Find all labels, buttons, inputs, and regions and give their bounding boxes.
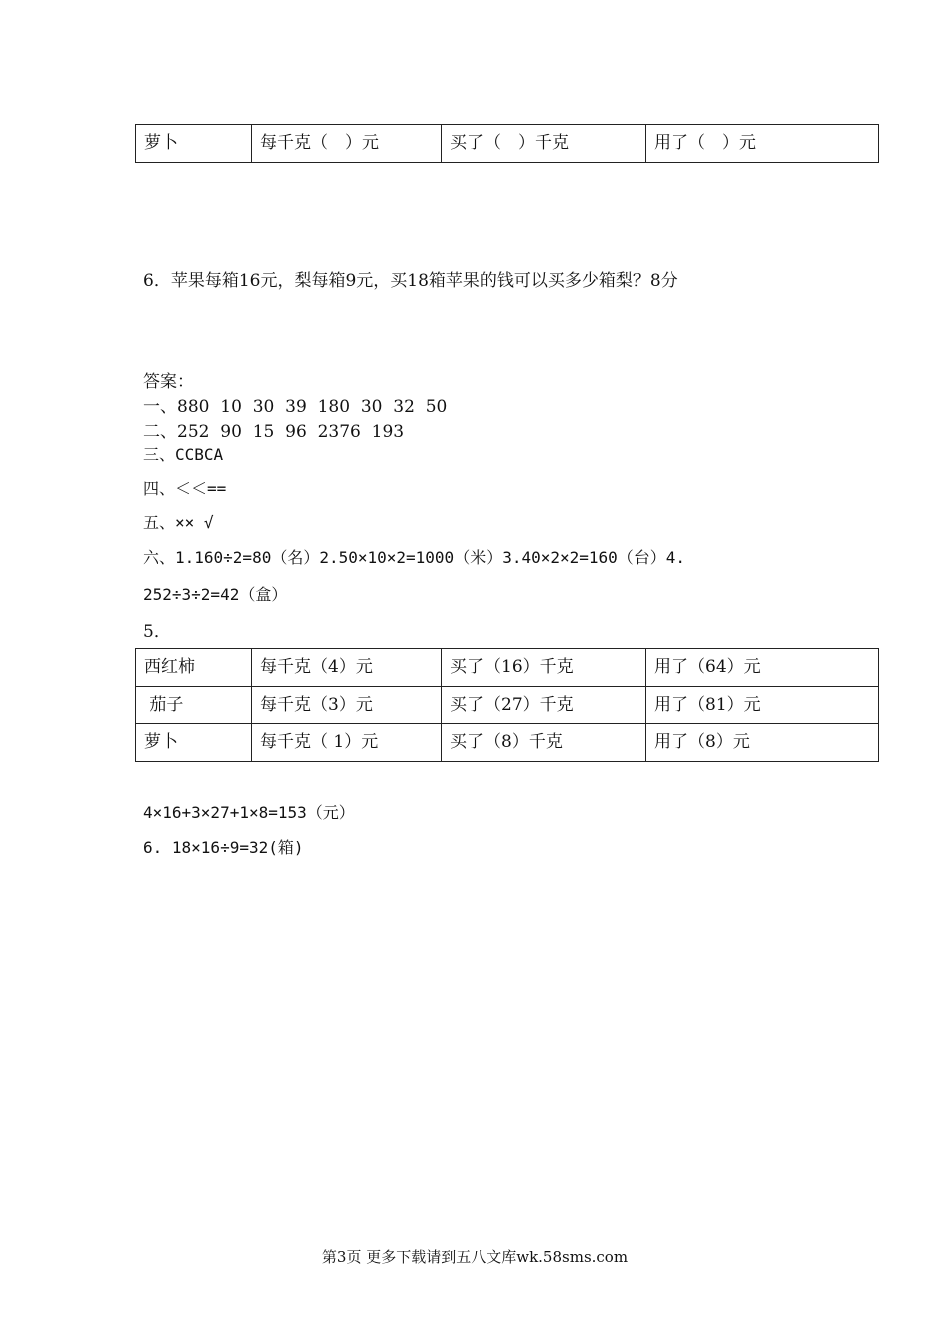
answer-line-4: 四、＜＜== [143,479,227,498]
top-price-table [135,124,879,163]
table-row [136,125,879,163]
answer-line-2: 二、252 90 15 96 2376 193 [143,422,405,442]
table-cell: 每千克（ ）元 [252,125,442,163]
table-row [136,687,879,724]
table-cell: 用了（64）元 [646,649,879,687]
answer-line-6b: 252÷3÷2=42（盒） [143,585,288,604]
table-cell: 用了（81）元 [646,687,879,724]
table-cell: 茄子 [136,687,252,724]
answer-line-3: 三、CCBCA [143,445,224,464]
table-row [136,724,879,762]
page-footer: 第3页 更多下载请到五八文库wk.58sms.com [321,1248,629,1266]
answer-price-table [135,648,879,762]
table-cell: 用了（ ）元 [646,125,879,163]
calculation-line-1: 4×16+3×27+1×8=153（元） [143,803,355,822]
table-cell: 每千克（4）元 [252,649,442,687]
calculation-line-2: 6. 18×16÷9=32(箱) [143,838,304,857]
answers-heading: 答案： [143,372,194,392]
table-cell: 萝卜 [136,724,252,762]
table-cell: 用了（8）元 [646,724,879,762]
table-cell: 买了（8）千克 [442,724,646,762]
table-cell: 每千克（ 1）元 [252,724,442,762]
answer-line-7: 5． [143,622,171,642]
table-cell: 买了（ ）千克 [442,125,646,163]
table-cell: 每千克（3）元 [252,687,442,724]
table-cell: 买了（16）千克 [442,649,646,687]
table-cell: 西红柿 [136,649,252,687]
answer-line-5: 五、×× √ [143,513,214,532]
table-cell: 萝卜 [136,125,252,163]
table-cell: 买了（27）千克 [442,687,646,724]
answer-line-6a: 六、1.160÷2=80（名）2.50×10×2=1000（米）3.40×2×2=160（台）4. [143,548,686,567]
answer-line-1: 一、880 10 30 39 180 30 32 50 [143,397,448,417]
question-6: 6．苹果每箱16元，梨每箱9元，买18箱苹果的钱可以买多少箱梨？8分 [143,271,678,291]
table-row [136,649,879,687]
